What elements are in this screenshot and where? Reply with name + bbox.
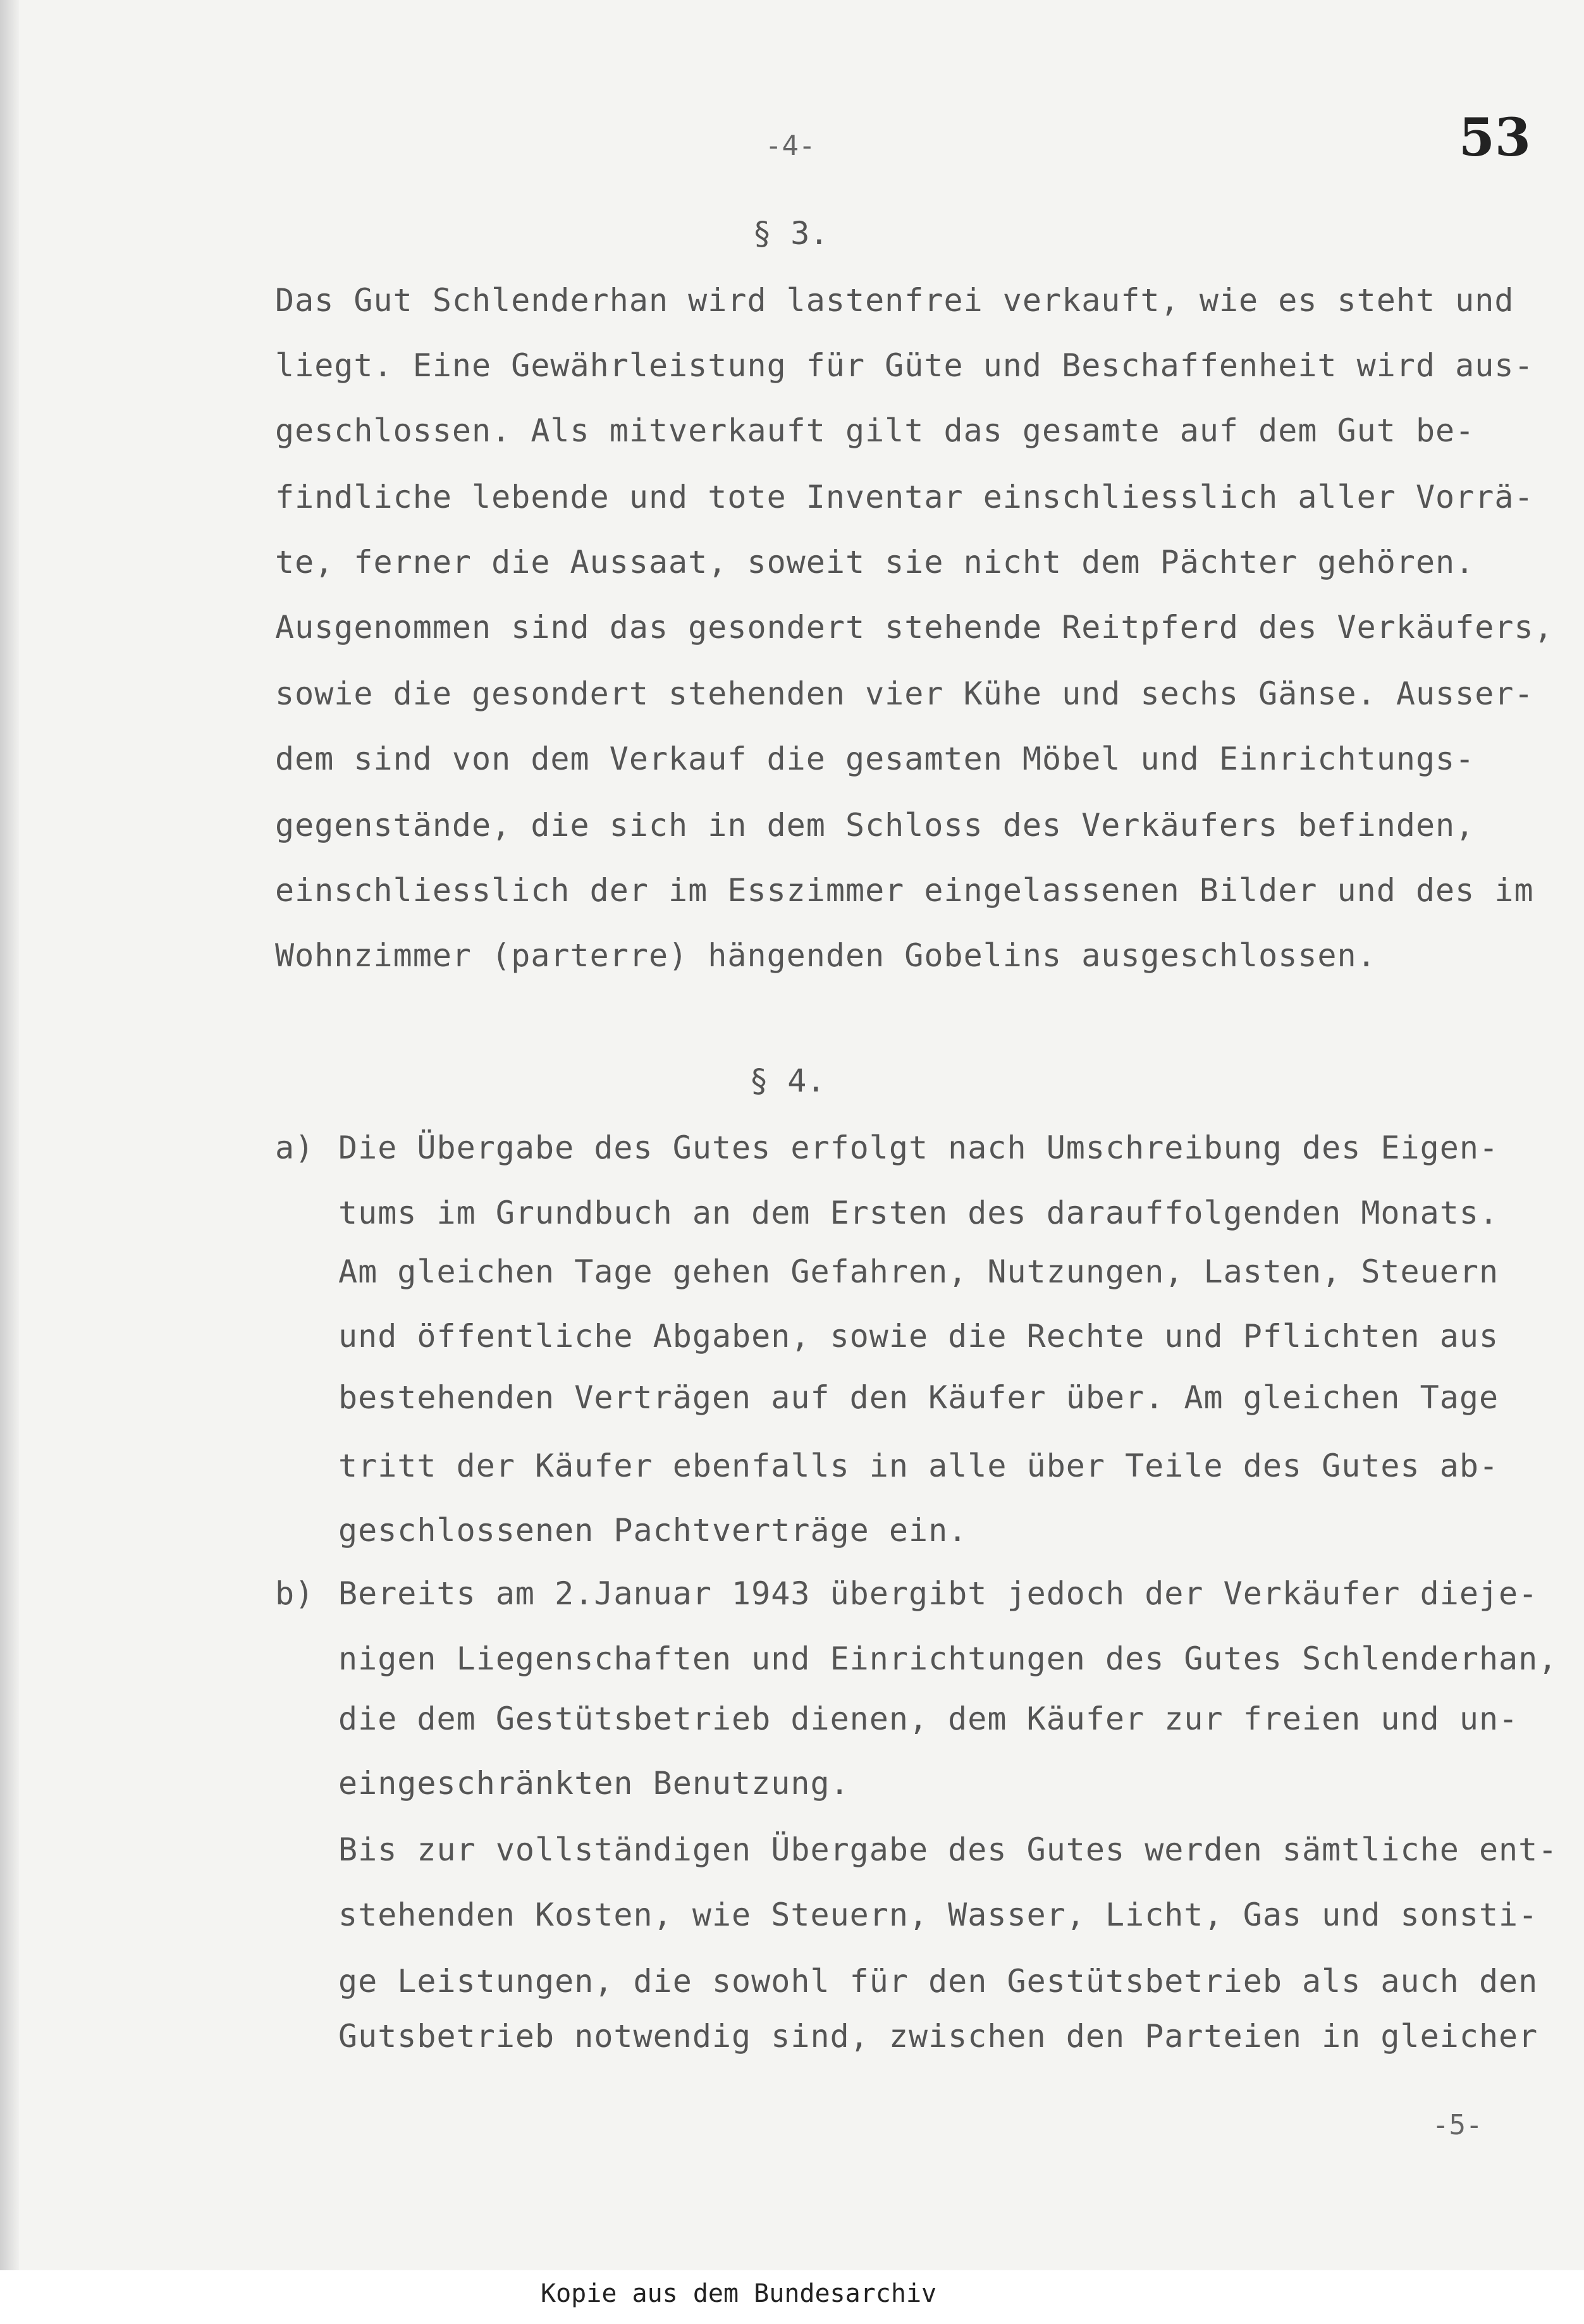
section-3-line: findliche lebende und tote Inventar einschliesslich aller Vorrä-: [275, 479, 1534, 515]
page-number-bottom: -5-: [1432, 2109, 1483, 2141]
item-b-line: ge Leistungen, die sowohl für den Gestütsbetrieb als auch den: [338, 1963, 1538, 2000]
item-a-label: a): [275, 1129, 315, 1166]
section-3-heading: § 3.: [752, 215, 829, 252]
item-a-line: tums im Grundbuch an dem Ersten des darauffolgenden Monats.: [338, 1195, 1499, 1231]
section-4-heading: § 4.: [749, 1062, 826, 1099]
item-b-line: Bis zur vollständigen Übergabe des Gutes werden sämtliche ent-: [338, 1831, 1558, 1868]
item-b-line: Gutsbetrieb notwendig sind, zwischen den Parteien in gleicher: [338, 2018, 1538, 2055]
section-3-line: einschliesslich der im Esszimmer eingelassenen Bilder und des im: [275, 872, 1534, 909]
item-b-line: Bereits am 2.Januar 1943 übergibt jedoch der Verkäufer dieje-: [338, 1575, 1538, 1612]
section-3-line: dem sind von dem Verkauf die gesamten Möbel und Einrichtungs-: [275, 741, 1475, 777]
item-b-line: stehenden Kosten, wie Steuern, Wasser, Licht, Gas und sonsti-: [338, 1897, 1538, 1933]
page-number-top: -4-: [765, 130, 816, 162]
section-3-line: liegt. Eine Gewährleistung für Güte und Beschaffenheit wird aus-: [275, 347, 1534, 384]
item-a-line: geschlossenen Pachtverträge ein.: [338, 1512, 968, 1549]
archive-page-number: 53: [1458, 108, 1531, 168]
item-a-line: Die Übergabe des Gutes erfolgt nach Umschreibung des Eigen-: [338, 1129, 1499, 1166]
page-left-edge: [0, 0, 19, 2270]
item-a-line: bestehenden Verträgen auf den Käufer über. Am gleichen Tage: [338, 1379, 1499, 1416]
section-3-line: te, ferner die Aussaat, soweit sie nicht dem Pächter gehören.: [275, 544, 1475, 581]
item-a-line: und öffentliche Abgaben, sowie die Rechte und Pflichten aus: [338, 1318, 1499, 1355]
section-3-line: gegenstände, die sich in dem Schloss des Verkäufers befinden,: [275, 807, 1475, 844]
item-a-line: tritt der Käufer ebenfalls in alle über Teile des Gutes ab-: [338, 1448, 1499, 1484]
section-3-line: geschlossen. Als mitverkauft gilt das gesamte auf dem Gut be-: [275, 412, 1475, 449]
archive-footer-note: Kopie aus dem Bundesarchiv: [541, 2279, 937, 2308]
item-b-line: eingeschränkten Benutzung.: [338, 1765, 850, 1802]
section-3-line: sowie die gesondert stehenden vier Kühe und sechs Gänse. Ausser-: [275, 675, 1534, 712]
item-b-line: die dem Gestütsbetrieb dienen, dem Käufer zur freien und un-: [338, 1700, 1519, 1737]
section-3-line: Wohnzimmer (parterre) hängenden Gobelins ausgeschlossen.: [275, 937, 1377, 974]
section-3-line: Das Gut Schlenderhan wird lastenfrei verkauft, wie es steht und: [275, 282, 1514, 319]
section-3-line: Ausgenommen sind das gesondert stehende Reitpferd des Verkäufers,: [275, 609, 1554, 646]
item-b-label: b): [275, 1575, 315, 1612]
item-b-line: nigen Liegenschaften und Einrichtungen des Gutes Schlenderhan,: [338, 1640, 1558, 1677]
item-a-line: Am gleichen Tage gehen Gefahren, Nutzungen, Lasten, Steuern: [338, 1253, 1499, 1290]
